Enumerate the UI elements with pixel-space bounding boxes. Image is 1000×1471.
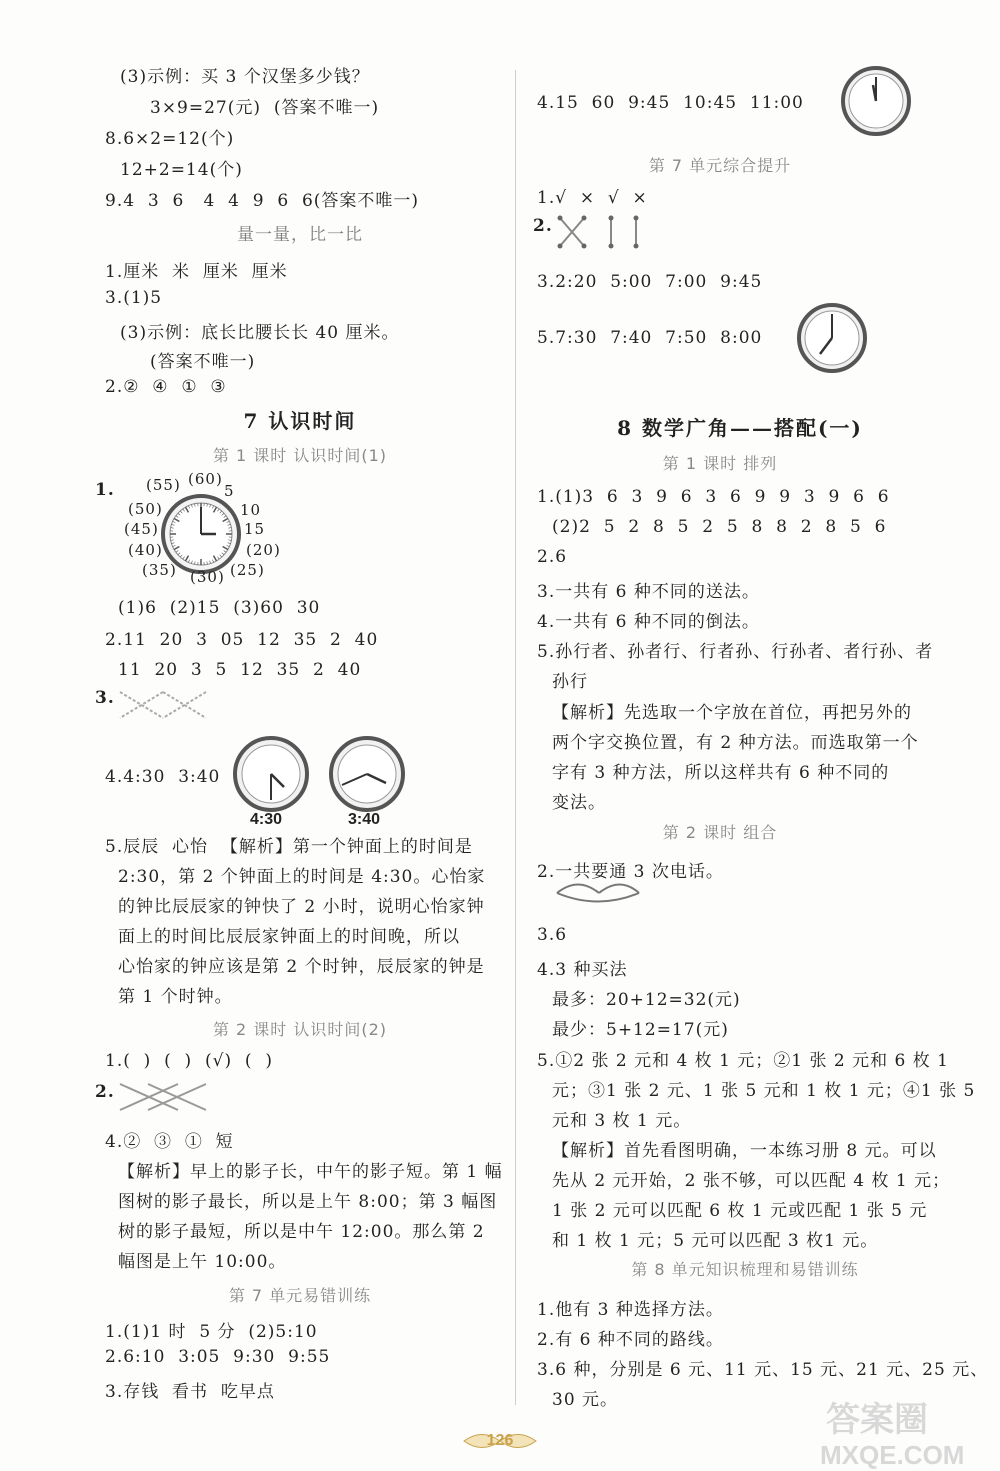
answer-line: 2.6:10 3:05 9:30 9:55 (105, 1347, 331, 1367)
section-heading-7-errors: 第 7 单元易错训练 (228, 1286, 372, 1305)
minute-label: 5 (224, 482, 235, 500)
answer-line: 11 20 3 5 12 35 2 40 (118, 660, 362, 680)
answer-line: 最多：20+12=32(元) (552, 990, 741, 1010)
answer-line: 4.一共有 6 种不同的倒法。 (537, 612, 760, 632)
clock-face-icon (232, 735, 310, 813)
answer-line: 【解析】先选取一个字放在首位，再把另外的 (552, 703, 912, 723)
answer-line: 5.①2 张 2 元和 4 枚 1 元；②1 张 2 元和 6 枚 1 (537, 1051, 949, 1071)
answer-line: 两个字交换位置，有 2 种方法。而选取第一个 (552, 733, 919, 753)
matching-lines (118, 690, 208, 722)
minute-label: (35) (142, 561, 177, 579)
answer-line: 的钟比辰辰家的钟快了 2 小时，说明心怡家钟 (118, 897, 485, 917)
clock-face-icon (328, 735, 406, 813)
answer-line: 变法。 (552, 793, 606, 813)
answer-line: 元和 3 枚 1 元。 (552, 1111, 692, 1131)
question-number: 2. (533, 216, 553, 236)
minute-label: (25) (230, 561, 265, 579)
answer-line: 2.一共要通 3 次电话。 (537, 862, 724, 882)
clock-label: 3:40 (348, 811, 381, 828)
minute-label: (60) (188, 470, 223, 488)
answer-line: 孙行 (552, 672, 588, 692)
answer-line: 4.15 60 9:45 10:45 11:00 (537, 93, 804, 113)
answer-line: 1.(1)1 时 5 分 (2)5:10 (105, 1322, 318, 1342)
answer-line: 2:30，第 2 个钟面上的时间是 4:30。心怡家 (118, 867, 486, 887)
answer-line: 4.② ③ ① 短 (105, 1132, 234, 1152)
answer-line: 1.√ × √ × (537, 188, 648, 208)
answer-line: 4.4:30 3:40 (105, 767, 221, 787)
answer-line: (答案不唯一) (150, 352, 256, 372)
lesson-heading-8-1: 第 1 课时 排列 (662, 454, 778, 473)
section-heading-7-summary: 第 7 单元综合提升 (648, 156, 792, 175)
answer-line: 3.存钱 看书 吃早点 (105, 1382, 275, 1402)
answer-line: 3×9=27(元) (答案不唯一) (150, 98, 380, 118)
clock-label: 4:30 (250, 811, 283, 828)
lesson-heading-7-2: 第 2 课时 认识时间(2) (212, 1020, 388, 1039)
answer-line: 1.(1)3 6 3 9 6 3 6 9 9 3 9 6 6 (537, 487, 890, 507)
minute-label: 10 (240, 501, 262, 519)
answer-line: 3.一共有 6 种不同的送法。 (537, 582, 760, 602)
answer-line: (2)2 5 2 8 5 2 5 8 8 2 8 5 6 (552, 517, 887, 537)
answer-line: 树的影子最短，所以是中午 12:00。那么第 2 (118, 1222, 485, 1242)
answer-line: 【解析】早上的影子长，中午的影子短。第 1 幅 (118, 1162, 503, 1182)
question-number: 2. (95, 1082, 115, 1102)
matching-lines (118, 1082, 208, 1114)
chapter-title-8: 8 数学广角——搭配(一) (617, 416, 863, 440)
answer-line: 面上的时间比辰辰家钟面上的时间晚，所以 (118, 927, 460, 947)
answer-line: 9.4 3 6 4 4 9 6 6(答案不唯一) (105, 191, 420, 211)
answer-line: 4.3 种买法 (537, 960, 628, 980)
minute-label: (20) (246, 541, 281, 559)
answer-line: 3.6 种，分别是 6 元、11 元、15 元、21 元、25 元、 (537, 1360, 989, 1380)
answer-line: 5.辰辰 心怡 【解析】第一个钟面上的时间是 (105, 837, 473, 857)
matching-lines (556, 214, 646, 250)
answer-line: 1.( ) ( ) (√) ( ) (105, 1051, 273, 1071)
answer-line: 1.他有 3 种选择方法。 (537, 1300, 724, 1320)
section-heading-8-summary: 第 8 单元知识梳理和易错训练 (631, 1260, 859, 1279)
answer-line: 和 1 枚 1 元；5 元可以匹配 3 枚1 元。 (552, 1231, 879, 1251)
minute-label: (50) (128, 500, 163, 518)
clock-face-icon (840, 65, 912, 137)
answer-line: (3)示例：买 3 个汉堡多少钱？ (120, 67, 370, 87)
answer-line: 1.厘米 米 厘米 厘米 (105, 262, 288, 282)
section-heading-measure: 量一量，比一比 (237, 225, 363, 245)
answer-line: 3.2:20 5:00 7:00 9:45 (537, 272, 763, 292)
answer-line: 2.有 6 种不同的路线。 (537, 1330, 724, 1350)
answer-line: 3.6 (537, 925, 568, 945)
answer-line: (1)6 (2)15 (3)60 30 (118, 598, 321, 618)
answer-line: 2.6 (537, 547, 568, 567)
column-divider (515, 70, 516, 1405)
answer-line: 心怡家的钟应该是第 2 个时钟，辰辰家的钟是 (118, 957, 485, 977)
answer-line: 5.孙行者、孙者行、行者孙、行孙者、者行孙、者 (537, 642, 934, 662)
answer-line: 幅图是上午 10:00。 (118, 1252, 287, 1272)
page-number: 126 (486, 1432, 514, 1449)
answer-line: 2.② ④ ① ③ (105, 377, 227, 397)
lesson-heading-8-2: 第 2 课时 组合 (662, 823, 778, 842)
minute-label: (55) (146, 476, 181, 494)
watermark-url: MXQE.COM (820, 1440, 965, 1470)
answer-line: 先从 2 元开始，2 张不够，可以匹配 4 枚 1 元； (552, 1171, 951, 1191)
answer-line: 字有 3 种方法，所以这样共有 6 种不同的 (552, 763, 890, 783)
answer-line: 8.6×2=12(个) (105, 129, 235, 149)
answer-line: 图树的影子最长，所以是上午 8:00；第 3 幅图 (118, 1192, 498, 1212)
answer-line: 5.7:30 7:40 7:50 8:00 (537, 328, 763, 348)
answer-line: 第 1 个时钟。 (118, 987, 233, 1007)
answer-line: 12+2=14(个) (120, 160, 243, 180)
answer-line: 30 元。 (552, 1390, 619, 1410)
minute-label: (40) (128, 541, 163, 559)
question-number: 1. (95, 480, 115, 500)
answer-line: 元；③1 张 2 元、1 张 5 元和 1 枚 1 元；④1 张 5 (552, 1081, 976, 1101)
watermark-logo: 答案圈 (826, 1401, 928, 1439)
chapter-title-7: 7 认识时间 (243, 409, 357, 433)
lesson-heading-7-1: 第 1 课时 认识时间(1) (212, 446, 388, 465)
answer-line: (3)示例：底长比腰长长 40 厘米。 (120, 323, 400, 343)
question-number: 3. (95, 688, 115, 708)
minute-label: (30) (190, 568, 225, 586)
answer-line: 1 张 2 元可以匹配 6 枚 1 元或匹配 1 张 5 元 (552, 1201, 928, 1221)
minute-label: (45) (124, 520, 159, 538)
answer-line: 最少：5+12=17(元) (552, 1020, 729, 1040)
clock-face-icon (796, 302, 868, 374)
connection-arcs (553, 880, 643, 906)
minute-label: 15 (244, 520, 266, 538)
answer-line: 【解析】首先看图明确，一本练习册 8 元。可以 (552, 1141, 937, 1161)
answer-line: 2.11 20 3 05 12 35 2 40 (105, 630, 379, 650)
answer-line: 3.(1)5 (105, 288, 163, 308)
